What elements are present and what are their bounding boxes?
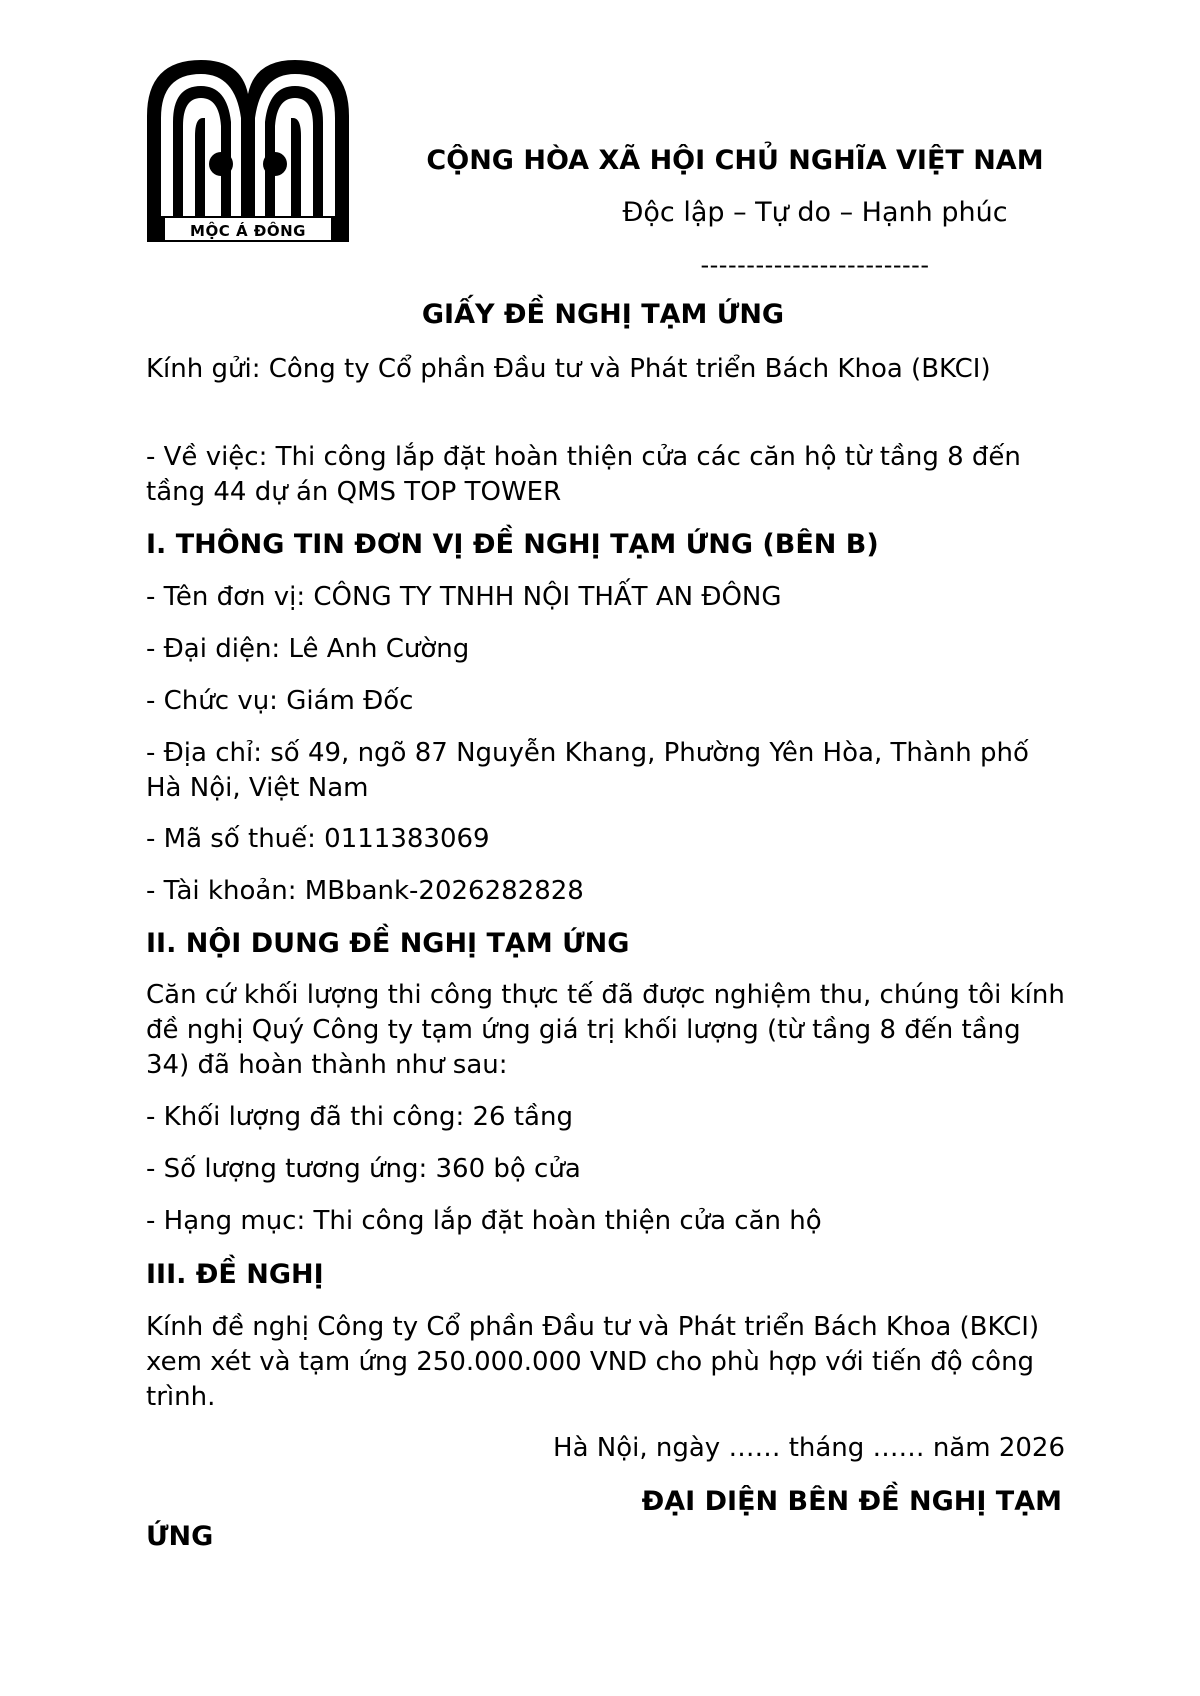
category-line: - Hạng mục: Thi công lắp đặt hoàn thiện cửa căn hộ [146, 1206, 822, 1236]
moc-a-dong-logo-icon [143, 56, 353, 246]
document-title: GIẤY ĐỀ NGHỊ TẠM ỨNG [421, 299, 785, 330]
volume-line: - Khối lượng đã thi công: 26 tầng [146, 1102, 573, 1132]
subject-line: - Về việc: Thi công lắp đặt hoàn thiện cửa các căn hộ từ tầng 8 đến tầng 44 dự án QMS TOP TOWER [146, 442, 1021, 507]
representative-line: - Đại diện: Lê Anh Cường [146, 634, 470, 664]
logo-text: MỘC Á ĐÔNG [190, 222, 306, 240]
header-divider: ------------------------- [700, 251, 930, 279]
signature-heading-line-1: ĐẠI DIỆN BÊN ĐỀ NGHỊ TẠM [641, 1486, 1062, 1517]
section-2-intro: Căn cứ khối lượng thi công thực tế đã được nghiệm thu, chúng tôi kính đề nghị Quý Công ty tạm ứng giá trị khối lượng (từ tầng 8 đến tầng 34) đã hoàn thành như sau: [146, 980, 1065, 1080]
unit-name-line: - Tên đơn vị: CÔNG TY TNHH NỘI THẤT AN ĐÔNG [146, 582, 782, 612]
recipient-line: Kính gửi: Công ty Cổ phần Đầu tư và Phát triển Bách Khoa (BKCI) [146, 354, 991, 384]
section-2-heading: II. NỘI DUNG ĐỀ NGHỊ TẠM ỨNG [146, 928, 630, 959]
date-line: Hà Nội, ngày …… tháng …… năm 2026 [553, 1433, 1065, 1463]
national-motto: Độc lập – Tự do – Hạnh phúc [622, 197, 1008, 228]
tax-code-line: - Mã số thuế: 0111383069 [146, 824, 490, 854]
national-title: CỘNG HÒA XÃ HỘI CHỦ NGHĨA VIỆT NAM [426, 145, 1044, 176]
section-3-heading: III. ĐỀ NGHỊ [146, 1259, 324, 1290]
section-1-heading: I. THÔNG TIN ĐƠN VỊ ĐỀ NGHỊ TẠM ỨNG (BÊN B) [146, 529, 879, 560]
signature-heading-line-2: ỨNG [146, 1521, 214, 1552]
company-logo [143, 56, 353, 246]
account-line: - Tài khoản: MBbank-2026282828 [146, 876, 584, 906]
address-line: - Địa chỉ: số 49, ngõ 87 Nguyễn Khang, Phường Yên Hòa, Thành phố Hà Nội, Việt Nam [146, 738, 1029, 803]
request-paragraph: Kính đề nghị Công ty Cổ phần Đầu tư và Phát triển Bách Khoa (BKCI) xem xét và tạm ứng 250.000.000 VND cho phù hợp với tiến độ công trình. [146, 1312, 1040, 1412]
quantity-line: - Số lượng tương ứng: 360 bộ cửa [146, 1154, 581, 1184]
signature-heading [146, 1484, 1066, 1554]
position-line: - Chức vụ: Giám Đốc [146, 686, 414, 716]
